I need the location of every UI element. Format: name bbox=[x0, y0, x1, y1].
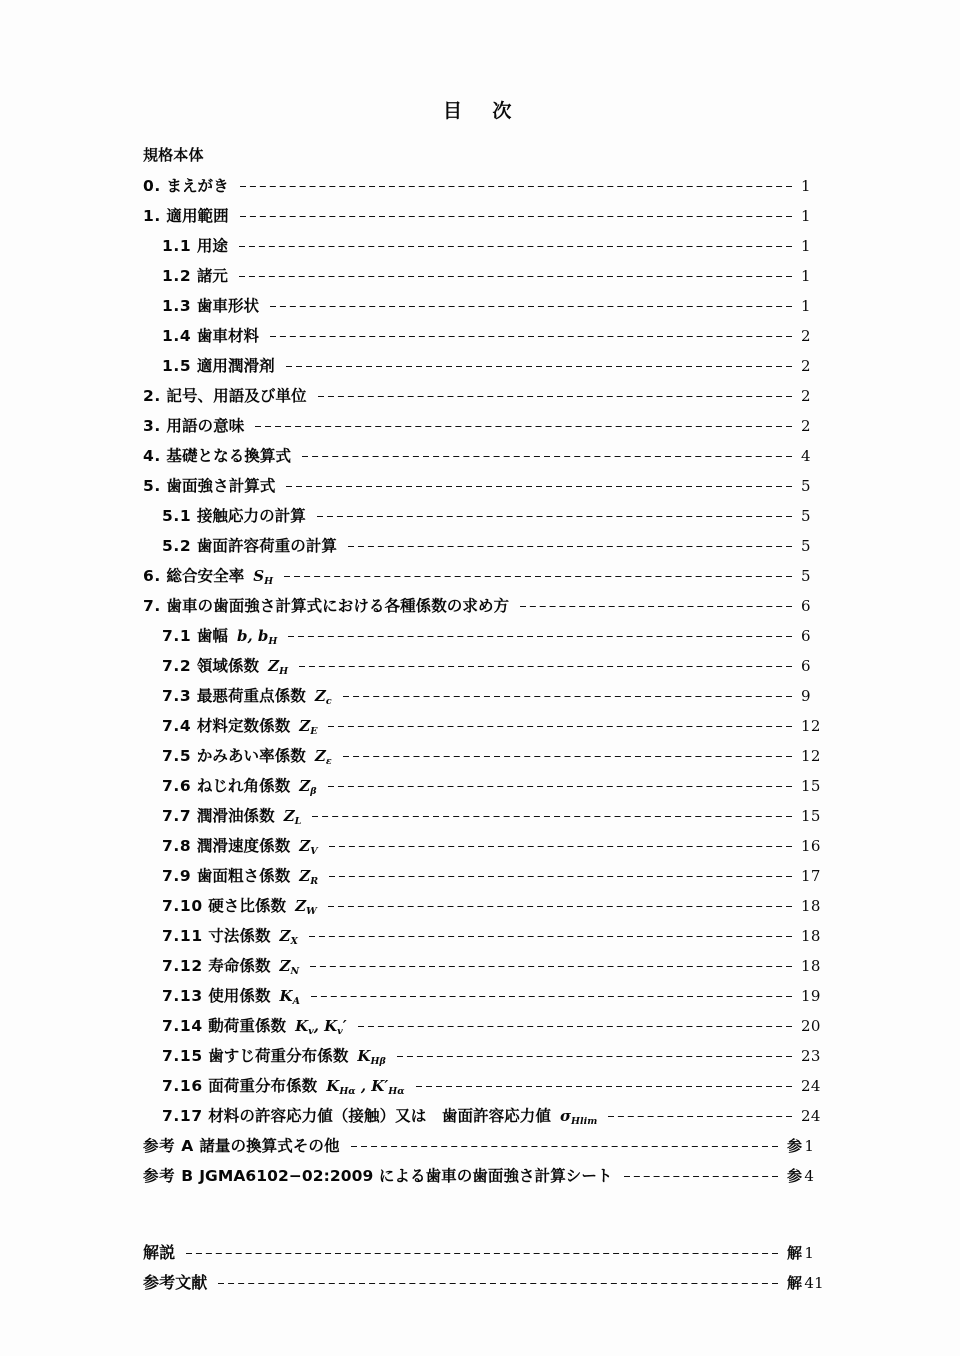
toc-entry-page: 1 bbox=[801, 297, 811, 315]
toc-entry-label: 1.1 用途 bbox=[162, 237, 228, 255]
toc-entry-page: 1 bbox=[801, 267, 811, 285]
leader-dots bbox=[317, 516, 792, 517]
toc-entry-label: 1.2 諸元 bbox=[162, 267, 228, 285]
toc-entry-label: 参考 A 諸量の換算式その他 bbox=[143, 1137, 340, 1155]
toc-entry-label: 7.16 面荷重分布係数 $K_{H\alpha}$ , $K'_{H\alpha}$ bbox=[162, 1077, 405, 1097]
leader-dots bbox=[343, 756, 792, 757]
toc-entry-row[interactable] bbox=[143, 564, 843, 594]
toc-entry-page: 12 bbox=[801, 747, 821, 765]
toc-entry-label: 7.15 歯すじ荷重分布係数 $K_{H\beta}$ bbox=[162, 1047, 386, 1067]
toc-entry-row[interactable] bbox=[143, 384, 843, 414]
toc-entry-label: 1.4 歯車材料 bbox=[162, 327, 260, 345]
leader-dots bbox=[270, 306, 792, 307]
toc-entry-page: 1 bbox=[801, 207, 811, 225]
toc-entry-row[interactable] bbox=[143, 1164, 843, 1194]
toc-entry-page: 5 bbox=[801, 567, 811, 585]
toc-entry-label: 7.10 硬さ比係数 $Z_W$ bbox=[162, 897, 317, 917]
toc-entry-row[interactable] bbox=[143, 1270, 843, 1300]
leader-dots bbox=[270, 336, 792, 337]
toc-entry-page: 2 bbox=[801, 387, 811, 405]
toc-entry-page: 2 bbox=[801, 417, 811, 435]
toc-entry-row[interactable] bbox=[143, 654, 843, 684]
toc-entry-label: 7.5 かみあい率係数 $Z_\varepsilon$ bbox=[162, 747, 332, 767]
leader-dots bbox=[239, 276, 792, 277]
toc-entry-label: 7.17 材料の許容応力値（接触）又は 歯面許容応力値 $\sigma_{Hlim}$ bbox=[162, 1107, 598, 1127]
toc-entry-label: 2. 記号、用語及び単位 bbox=[143, 387, 307, 405]
toc-entry-page: 15 bbox=[801, 807, 821, 825]
toc-entry-row[interactable] bbox=[143, 504, 843, 534]
toc-entry-label: 7.12 寿命係数 $Z_N$ bbox=[162, 957, 300, 977]
leader-dots bbox=[309, 936, 792, 937]
toc-entry-label: 5.1 接触応力の計算 bbox=[162, 507, 306, 525]
toc-entry-page: 16 bbox=[801, 837, 821, 855]
toc-entry-page: 12 bbox=[801, 717, 821, 735]
toc-entry-row[interactable] bbox=[143, 894, 843, 924]
leader-dots bbox=[286, 486, 792, 487]
toc-entry-label: 4. 基礎となる換算式 bbox=[143, 447, 292, 465]
toc-entry-row[interactable] bbox=[143, 294, 843, 324]
toc-entry-page: 1 bbox=[801, 177, 811, 195]
page-title bbox=[0, 96, 960, 123]
toc-entry-page: 1 bbox=[801, 237, 811, 255]
leader-dots bbox=[239, 246, 792, 247]
toc-entry-label: 1.3 歯車形状 bbox=[162, 297, 260, 315]
leader-dots bbox=[186, 1253, 778, 1254]
toc-entry-row[interactable] bbox=[143, 744, 843, 774]
toc-entry-label: 7.11 寸法係数 $Z_X$ bbox=[162, 927, 298, 947]
toc-entry-label: 参考 B JGMA6102−02:2009 による歯車の歯面強さ計算シート bbox=[143, 1167, 613, 1185]
section-heading: 規格本体 bbox=[143, 146, 204, 164]
toc-entry-row[interactable] bbox=[143, 774, 843, 804]
toc-entry-page: 24 bbox=[801, 1077, 821, 1095]
toc-entries bbox=[143, 174, 843, 1194]
toc-entry-row[interactable] bbox=[143, 324, 843, 354]
toc-entry-page: 20 bbox=[801, 1017, 821, 1035]
toc-bottom-entries bbox=[143, 1240, 843, 1300]
toc-entry-label: 7.6 ねじれ角係数 $Z_\beta$ bbox=[162, 777, 317, 797]
toc-entry-row[interactable] bbox=[143, 984, 843, 1014]
toc-entry-row[interactable] bbox=[143, 414, 843, 444]
leader-dots bbox=[343, 696, 792, 697]
toc-entry-page: 6 bbox=[801, 627, 811, 645]
toc-entry-label: 7.2 領域係数 $Z_H$ bbox=[162, 657, 289, 677]
toc-entry-label: 6. 総合安全率 $S_H$ bbox=[143, 567, 274, 587]
toc-entry-page: 23 bbox=[801, 1047, 821, 1065]
leader-dots bbox=[302, 456, 792, 457]
toc-entry-row[interactable] bbox=[143, 834, 843, 864]
toc-list bbox=[143, 148, 843, 1300]
leader-dots bbox=[311, 996, 792, 997]
toc-entry-page: 15 bbox=[801, 777, 821, 795]
page-title-text: 目 次 bbox=[442, 100, 518, 122]
leader-dots bbox=[329, 876, 792, 877]
toc-entry-label: 7.4 材料定数係数 $Z_E$ bbox=[162, 717, 318, 737]
toc-entry-label: 0. まえがき bbox=[143, 177, 229, 195]
toc-entry-row[interactable] bbox=[143, 1014, 843, 1044]
toc-entry-page: 5 bbox=[801, 537, 811, 555]
toc-entry-row[interactable] bbox=[143, 864, 843, 894]
toc-entry-label: 1.5 適用潤滑剤 bbox=[162, 357, 275, 375]
toc-entry-page: 解 41 bbox=[787, 1274, 824, 1292]
toc-entry-label: 解説 bbox=[143, 1243, 176, 1262]
toc-entry-row[interactable] bbox=[143, 354, 843, 384]
toc-entry-row[interactable] bbox=[143, 594, 843, 624]
toc-entry-label: 7.9 歯面粗さ係数 $Z_R$ bbox=[162, 867, 319, 887]
leader-dots bbox=[255, 426, 792, 427]
toc-entry-label: 7.13 使用係数 $K_A$ bbox=[162, 987, 300, 1007]
leader-dots bbox=[240, 186, 792, 187]
toc-entry-row[interactable] bbox=[143, 1104, 843, 1134]
leader-dots bbox=[312, 816, 792, 817]
leader-dots bbox=[299, 666, 792, 667]
toc-entry-row[interactable] bbox=[143, 1074, 843, 1104]
toc-entry-label: 5. 歯面強さ計算式 bbox=[143, 477, 276, 495]
toc-entry-page: 19 bbox=[801, 987, 821, 1005]
toc-entry-label: 3. 用語の意味 bbox=[143, 417, 245, 435]
leader-dots bbox=[397, 1056, 792, 1057]
leader-dots bbox=[310, 966, 792, 967]
toc-entry-label: 参考文献 bbox=[143, 1273, 208, 1292]
toc-entry-row[interactable] bbox=[143, 1240, 843, 1270]
leader-dots bbox=[318, 396, 792, 397]
leader-dots bbox=[328, 786, 792, 787]
leader-dots bbox=[348, 546, 792, 547]
toc-entry-page: 18 bbox=[801, 897, 821, 915]
toc-entry-page: 参 4 bbox=[787, 1167, 815, 1185]
toc-entry-row[interactable] bbox=[143, 954, 843, 984]
toc-entry-row[interactable] bbox=[143, 1044, 843, 1074]
toc-entry-label: 7.3 最悪荷重点係数 $Z_c$ bbox=[162, 687, 332, 707]
leader-dots bbox=[328, 906, 792, 907]
toc-entry-page: 18 bbox=[801, 957, 821, 975]
toc-entry-page: 6 bbox=[801, 597, 811, 615]
leader-dots bbox=[351, 1146, 778, 1147]
toc-entry-row[interactable] bbox=[143, 1134, 843, 1164]
toc-entry-row[interactable] bbox=[143, 534, 843, 564]
toc-entry-row[interactable] bbox=[143, 174, 843, 204]
toc-entry-page: 18 bbox=[801, 927, 821, 945]
toc-entry-page: 5 bbox=[801, 477, 811, 495]
leader-dots bbox=[286, 366, 792, 367]
toc-entry-page: 2 bbox=[801, 327, 811, 345]
leader-dots bbox=[240, 216, 792, 217]
toc-entry-row[interactable] bbox=[143, 714, 843, 744]
toc-entry-label: 7.8 潤滑速度係数 $Z_V$ bbox=[162, 837, 318, 857]
toc-entry-row[interactable] bbox=[143, 624, 843, 654]
toc-entry-page: 5 bbox=[801, 507, 811, 525]
toc-entry-row[interactable] bbox=[143, 204, 843, 234]
toc-entry-page: 2 bbox=[801, 357, 811, 375]
toc-entry-page: 24 bbox=[801, 1107, 821, 1125]
leader-dots bbox=[284, 576, 792, 577]
toc-entry-label: 7.14 動荷重係数 $K_v$, $K_v'$ bbox=[162, 1017, 347, 1037]
leader-dots bbox=[520, 606, 792, 607]
toc-entry-row[interactable] bbox=[143, 234, 843, 264]
leader-dots bbox=[624, 1176, 778, 1177]
leader-dots bbox=[608, 1116, 792, 1117]
toc-entry-row[interactable] bbox=[143, 264, 843, 294]
toc-entry-label: 7.7 潤滑油係数 $Z_L$ bbox=[162, 807, 302, 827]
toc-entry-row[interactable] bbox=[143, 804, 843, 834]
toc-entry-page: 17 bbox=[801, 867, 821, 885]
toc-entry-label: 1. 適用範囲 bbox=[143, 207, 229, 225]
leader-dots bbox=[328, 726, 792, 727]
leader-dots bbox=[416, 1086, 792, 1087]
toc-entry-page: 4 bbox=[801, 447, 811, 465]
toc-entry-row[interactable] bbox=[143, 444, 843, 474]
toc-entry-row[interactable] bbox=[143, 474, 843, 504]
leader-dots bbox=[288, 636, 792, 637]
toc-entry-page: 9 bbox=[801, 687, 811, 705]
leader-dots bbox=[329, 846, 792, 847]
toc-entry-page: 6 bbox=[801, 657, 811, 675]
toc-entry-row[interactable] bbox=[143, 684, 843, 714]
toc-entry-label: 5.2 歯面許容荷重の計算 bbox=[162, 537, 338, 555]
leader-dots bbox=[218, 1283, 778, 1284]
toc-entry-label: 7.1 歯幅 b, $b_H$ bbox=[162, 627, 278, 647]
leader-dots bbox=[358, 1026, 792, 1027]
toc-entry-row[interactable] bbox=[143, 924, 843, 954]
toc-entry-page: 解 1 bbox=[787, 1244, 815, 1262]
toc-entry-label: 7. 歯車の歯面強さ計算式における各種係数の求め方 bbox=[143, 597, 510, 615]
toc-entry-page: 参 1 bbox=[787, 1137, 815, 1155]
